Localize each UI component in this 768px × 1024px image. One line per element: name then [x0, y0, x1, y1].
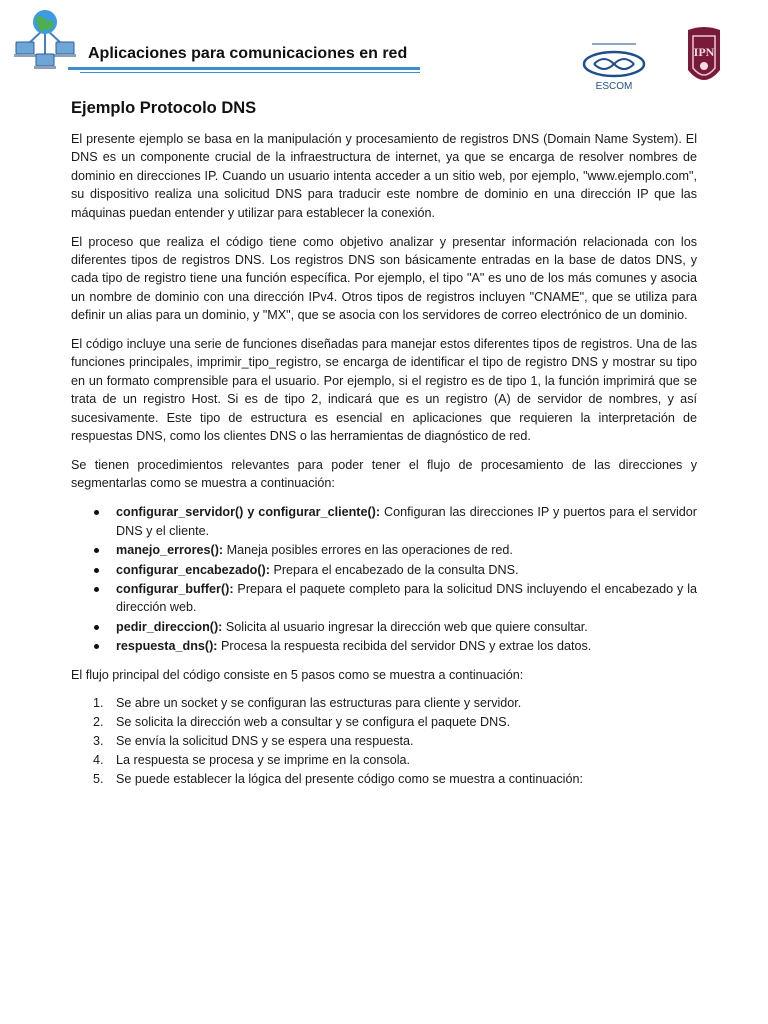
step-item: [93, 694, 697, 713]
function-name: respuesta_dns():: [116, 639, 218, 654]
list-item: [116, 618, 697, 636]
function-description: Solicita al usuario ingresar la dirección web que quiere consultar.: [222, 619, 588, 634]
step-text: Se abre un socket y se configuran las estructuras para cliente y servidor.: [116, 696, 522, 711]
step-number: 2.: [93, 715, 104, 730]
escom-logo: [580, 40, 648, 92]
flow-steps-list: [71, 694, 697, 789]
paragraph-functions: El código incluye una serie de funciones diseñadas para manejar estos diferentes tipos de registros. Una de las funciones principales, imprimir_tipo_registro, se encarga de identificar el tipo de registro DNS y mostrar su tipo en un formato comprensible para el usuario. Por ejemplo, si el registro es de tipo 1, la función imprimirá que se trata de un registro Host. Si es de tipo 2, indicará que es un registro (A) de servidor de nombres, y así sucesivamente. Este tipo de estructura es esencial en aplicaciones que requieren la interpretación de respuestas DNS, como los clientes DNS o las herramientas de diagnóstico de red.: [71, 337, 697, 444]
step-text: La respuesta se procesa y se imprime en la consola.: [116, 753, 411, 768]
step-text: Se envía la solicitud DNS y se espera una respuesta.: [116, 734, 414, 749]
ipn-logo: [682, 24, 726, 92]
step-number: 3.: [93, 734, 104, 749]
header-rule: [68, 67, 420, 70]
function-description: Maneja posibles errores en las operaciones de red.: [223, 543, 513, 558]
function-name: pedir_direccion():: [116, 619, 223, 634]
step-item: [93, 713, 697, 732]
step-item: [93, 770, 697, 789]
step-number: 1.: [93, 696, 104, 711]
step-item: [93, 751, 697, 770]
paragraph-intro: El presente ejemplo se basa en la manipulación y procesamiento de registros DNS (Domain Name System). El DNS es un componente crucial de la infraestructura de internet, ya que se encarga de resolver nombres de dominio en direcciones IP. Cuando un usuario intenta acceder a un sitio web, por ejemplo, "www.ejemplo.com", su dispositivo realiza una solicitud DNS para traducir este nombre de dominio en una dirección IP que las máquinas puedan entender y utilizar para establecer la conexión.: [71, 132, 697, 220]
function-name: configurar_servidor() y configurar_cliente():: [116, 505, 381, 520]
paragraph-record-types: El proceso que realiza el código tiene como objetivo analizar y presentar información relacionada con los diferentes tipos de registros DNS. Los registros DNS son básicamente entradas en la base de datos DNS, y cada tipo de registro tiene una función específica. Por ejemplo, el tipo "A" es uno de los más comunes y asocia un nombre de dominio con una dirección IPv4. Otros tipos de registros incluyen "CNAME", que se utiliza para definir un alias para un dominio, y "MX", que se asocia con los servidores de correo electrónico de un dominio.: [71, 234, 697, 323]
procedures-list: [71, 503, 697, 655]
step-text: Se solicita la dirección web a consultar y se configura el paquete DNS.: [116, 715, 511, 730]
list-item: [116, 503, 697, 540]
paragraph-procedures: Se tienen procedimientos relevantes para poder tener el flujo de procesamiento de las direcciones y segmentarlas como se muestra a continuación:: [71, 458, 697, 491]
function-name: manejo_errores():: [116, 543, 224, 558]
ipn-logo-text: IPN: [693, 45, 715, 59]
function-name: configurar_buffer():: [116, 581, 234, 596]
list-item: [116, 561, 697, 579]
paragraph-flow-intro: El flujo principal del código consiste en 5 pasos como se muestra a continuación:: [71, 667, 524, 682]
step-number: 4.: [93, 753, 104, 768]
step-item: [93, 732, 697, 751]
list-item: [116, 580, 697, 617]
function-description: Prepara el encabezado de la consulta DNS.: [269, 562, 519, 577]
document-body: [71, 96, 697, 789]
step-text: Se puede establecer la lógica del presente código como se muestra a continuación:: [116, 772, 583, 787]
function-description: Procesa la respuesta recibida del servidor DNS y extrae los datos.: [217, 639, 592, 654]
course-title: Aplicaciones para comunicaciones en red: [88, 45, 408, 62]
step-number: 5.: [93, 772, 104, 787]
list-item: [116, 541, 697, 559]
page-header: [0, 0, 768, 96]
list-item: [116, 637, 697, 655]
function-name: configurar_encabezado():: [116, 562, 270, 577]
function-description: Prepara el paquete completo para la solicitud DNS incluyendo el encabezado y la dirección web.: [116, 581, 697, 615]
section-title: Ejemplo Protocolo DNS: [71, 99, 257, 117]
header-rule-thin: [80, 72, 420, 73]
network-globe-icon: [12, 8, 78, 72]
function-description: Configuran las direcciones IP y puertos para el servidor DNS y el cliente.: [116, 505, 697, 538]
escom-logo-text: ESCOM: [595, 81, 633, 92]
